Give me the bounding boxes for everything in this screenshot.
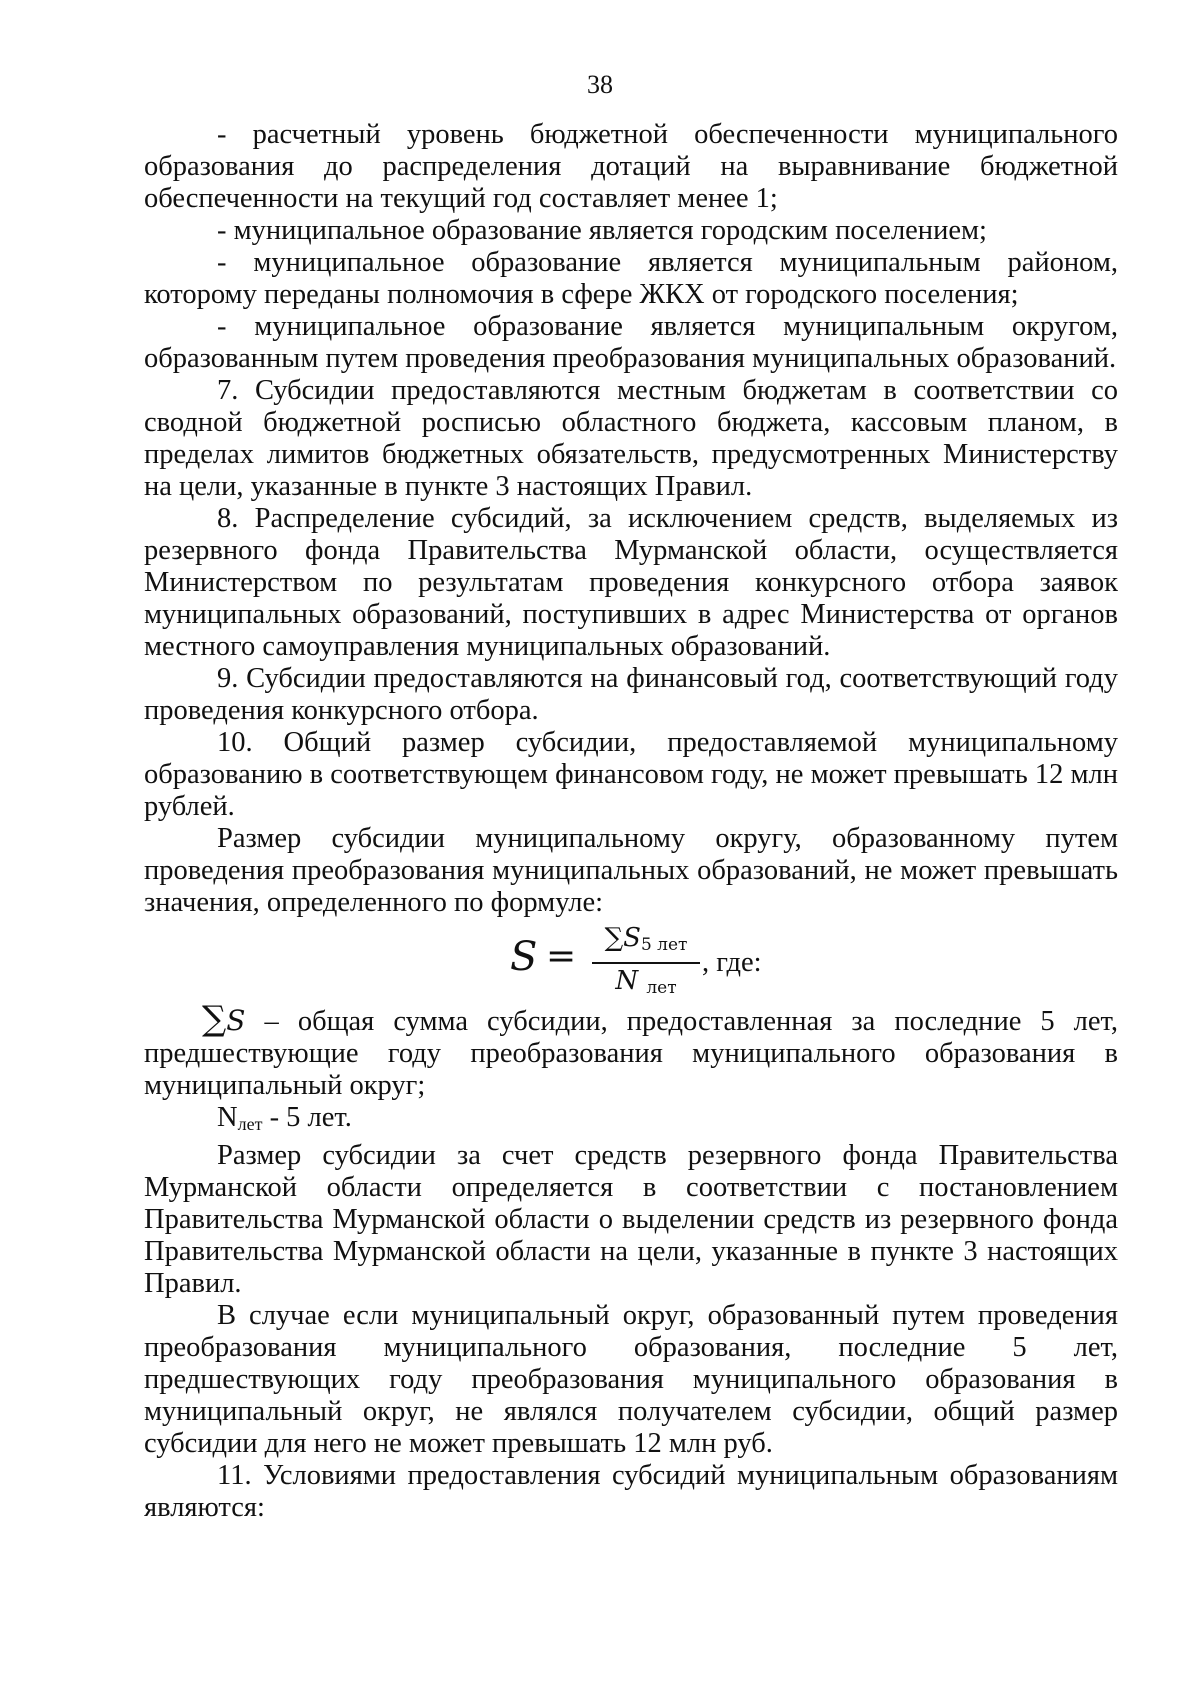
paragraph: Размер субсидии муниципальному округу, образованному путем проведения преобразования муниципальных образований, не может превышать значения, определенного по формуле:	[144, 823, 1118, 918]
paragraph: - муниципальное образование является муниципальным округом, образованным путем проведения преобразования муниципальных образований.	[144, 311, 1118, 374]
paragraph: 10. Общий размер субсидии, предоставляемой муниципальному образованию в соответствующем финансовом году, не может превышать 12 млн рублей.	[144, 727, 1119, 822]
formula-tail: , где:	[702, 947, 762, 978]
n-var: N	[217, 1102, 238, 1133]
formula-lhs: S	[510, 934, 538, 980]
page-number: 38	[587, 70, 613, 99]
paragraph: 11. Условиями предоставления субсидий муниципальным образованиям являются:	[144, 1460, 1118, 1523]
paragraph: В случае если муниципальный округ, образованный путем проведения преобразования муниципального образования, последние 5 лет, предшествующих году преобразования муниципального образования в муниципальный округ, не являлся получателем субсидии, общий размер субсидии для него не может превышать 12 млн руб.	[144, 1300, 1118, 1459]
sum-definition-text: – общая сумма субсидии, предоставленная за последние 5 лет, предшествующие году преобразования муниципального образования в муниципальный округ;	[144, 1006, 1118, 1101]
paragraph: 7. Субсидии предоставляются местным бюджетам в соответствии со сводной бюджетной росписью областного бюджета, кассовым планом, в пределах лимитов бюджетных обязательств, предусмотренных Министерству на цели, указанные в пункте 3 настоящих Правил.	[144, 375, 1118, 502]
sum-definition	[144, 999, 1118, 1102]
formula-denominator	[590, 964, 702, 1005]
formula-fraction	[590, 921, 702, 1005]
paragraph: 8. Распределение субсидий, за исключением средств, выделяемых из резервного фонда Правительства Мурманской области, осуществляется Министерством по результатам проведения конкурсного отбора заявок муниципальных образований, поступивших в адрес Министерства от органов местного самоуправления муниципальных образований.	[144, 503, 1118, 662]
n-definition-text: - 5 лет.	[262, 1102, 352, 1133]
formula-numerator	[590, 921, 702, 962]
n-definition	[144, 1102, 1118, 1140]
paragraph: - муниципальное образование является городским поселением;	[217, 215, 987, 246]
subsidy-formula	[144, 921, 1118, 999]
sum-symbol: ∑	[604, 923, 624, 953]
denominator-subscript: лет	[646, 978, 677, 998]
document-body	[144, 119, 1118, 1524]
numerator-subscript: 5 лет	[640, 935, 688, 955]
sum-var: S	[226, 1004, 246, 1037]
formula-equals: =	[546, 936, 577, 977]
paragraph: - расчетный уровень бюджетной обеспеченности муниципального образования до распределения дотаций на выравнивание бюджетной обеспеченности на текущий год составляет менее 1;	[144, 119, 1118, 214]
paragraph: Размер субсидии за счет средств резервного фонда Правительства Мурманской области определяется в соответствии с постановлением Правительства Мурманской области о выделении средств из резервного фонда Правительства Мурманской области на цели, указанные в пункте 3 настоящих Правил.	[144, 1140, 1118, 1299]
paragraph: - муниципальное образование является муниципальным районом, которому переданы полномочия в сфере ЖКХ от городского поселения;	[144, 247, 1118, 310]
sum-symbol: ∑	[202, 999, 227, 1039]
n-subscript: лет	[237, 1114, 263, 1134]
paragraph: 9. Субсидии предоставляются на финансовый год, соответствующий году проведения конкурсного отбора.	[144, 663, 1118, 726]
denominator-var: N	[615, 966, 639, 996]
numerator-var: S	[623, 923, 641, 953]
